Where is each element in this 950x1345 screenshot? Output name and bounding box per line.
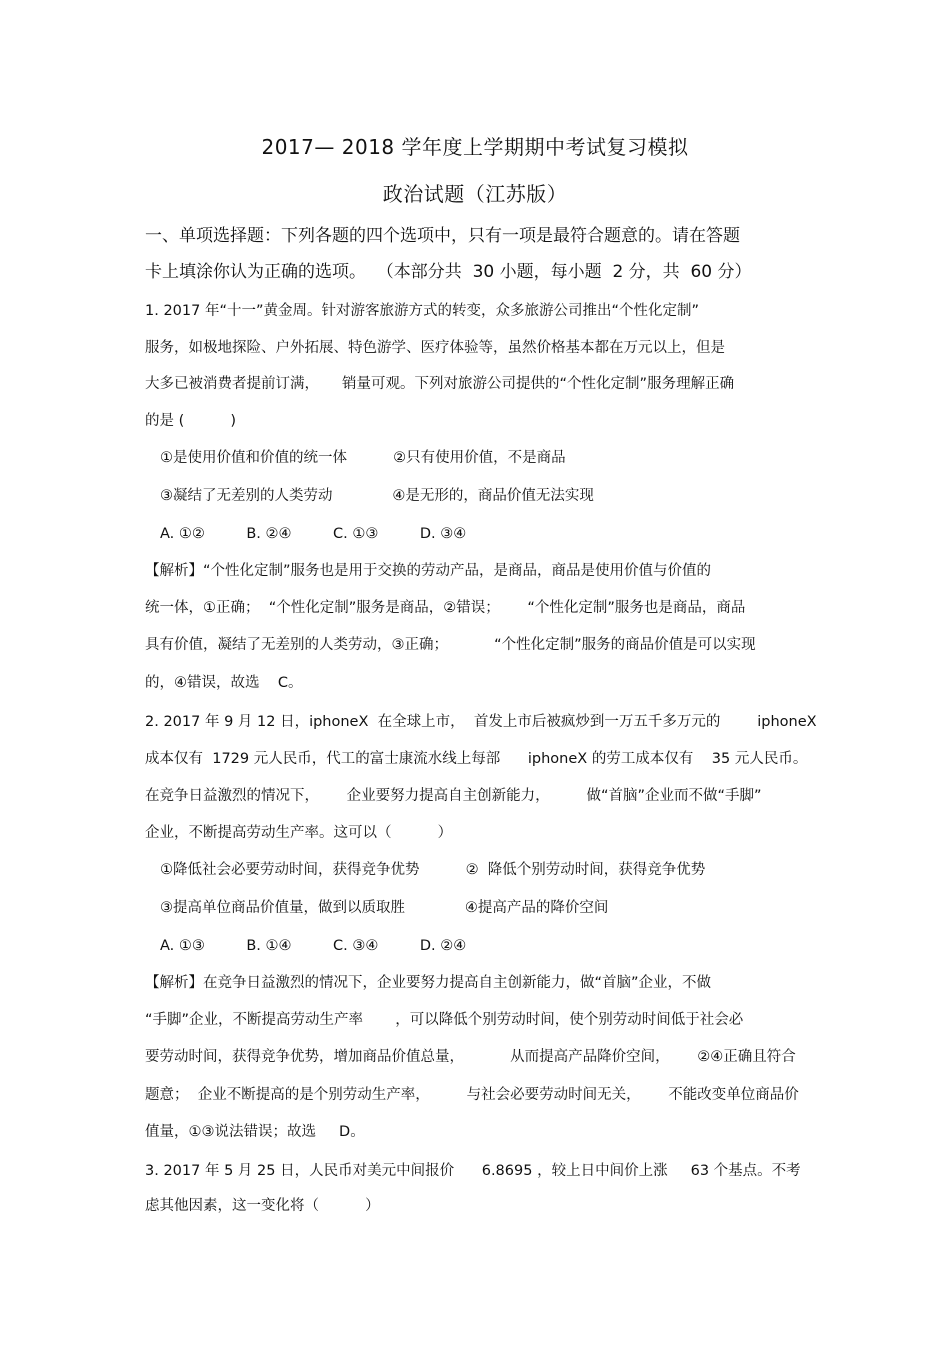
q2-stem-line: 2. 2017 年 9 月 12 日，iphoneX 在全球上市， 首发上市后被疯炒到一万五千多万元的 iphoneX [145,714,817,730]
instruction-line: 卡上填涂你认为正确的选项。 （本部分共 30 小题，每小题 2 分，共 60 分） [145,262,752,282]
document-subtitle: 政治试题（江苏版） [382,182,568,206]
q1-analysis-line: 统一体，①正确； “个性化定制”服务是商品，②错误； “个性化定制”服务也是商品，商品 [145,600,746,616]
q1-stem-line: 的是 ( ) [145,413,237,429]
q2-analysis-line: 题意； 企业不断提高的是个别劳动生产率， 与社会必要劳动时间无关， 不能改变单位商品价 [145,1087,799,1103]
q2-option-line: ①降低社会必要劳动时间，获得竞争优势 ② 降低个别劳动时间，获得竞争优势 [160,862,706,878]
q2-analysis-line: 要劳动时间，获得竞争优势，增加商品价值总量， 从而提高产品降价空间， ②④正确且符合 [145,1049,796,1065]
instruction-line: 一、单项选择题：下列各题的四个选项中，只有一项是最符合题意的。请在答题 [145,226,740,246]
q3-stem-line: 虑其他因素，这一变化将（ ） [145,1198,380,1214]
q2-analysis-line: 【解析】在竞争日益激烈的情况下，企业要努力提高自主创新能力，做“首脑”企业，不做 [145,975,712,991]
q1-analysis-line: 【解析】“个性化定制”服务也是用于交换的劳动产品，是商品，商品是使用价值与价值的 [145,563,712,579]
q3-stem-line: 3. 2017 年 5 月 25 日，人民币对美元中间报价 6.8695 ，较上日中间价上涨 63 个基点。不考 [145,1163,801,1179]
q1-analysis-line: 具有价值，凝结了无差别的人类劳动，③正确； “个性化定制”服务的商品价值是可以实现 [145,637,756,653]
q1-stem-line: 1. 2017 年“十一”黄金周。针对游客旅游方式的转变，众多旅游公司推出“个性化定制” [145,303,699,319]
document-title: 2017— 2018 学年度上学期期中考试复习模拟 [261,135,689,159]
q1-option-line: ③凝结了无差别的人类劳动 ④是无形的，商品价值无法实现 [160,488,594,504]
q1-option-line: ①是使用价值和价值的统一体 ②只有使用价值，不是商品 [160,450,566,466]
q1-stem-line: 服务，如极地探险、户外拓展、特色游学、医疗体验等，虽然价格基本都在万元以上，但是 [145,340,725,356]
q1-stem-line: 大多已被消费者提前订满， 销量可观。下列对旅游公司提供的“个性化定制”服务理解正确 [145,376,735,392]
q2-answer-choices: A. ①③ B. ①④ C. ③④ D. ②④ [160,938,467,954]
q2-option-line: ③提高单位商品价值量，做到以质取胜 ④提高产品的降价空间 [160,900,609,916]
q2-analysis-line: “手脚”企业，不断提高劳动生产率 ，可以降低个别劳动时间，使个别劳动时间低于社会必 [145,1012,744,1028]
q1-answer-choices: A. ①② B. ②④ C. ①③ D. ③④ [160,526,467,542]
q2-analysis-line: 值量，①③说法错误；故选 D。 [145,1124,365,1140]
q2-stem-line: 成本仅有 1729 元人民币，代工的富士康流水线上每部 iphoneX 的劳工成本仅有 35 元人民币。 [145,751,808,767]
q1-analysis-line: 的，④错误，故选 C。 [145,675,303,691]
q2-stem-line: 在竞争日益激烈的情况下， 企业要努力提高自主创新能力， 做“首脑”企业而不做“手脚” [145,788,762,804]
q2-stem-line: 企业，不断提高劳动生产率。这可以（ ） [145,825,453,841]
